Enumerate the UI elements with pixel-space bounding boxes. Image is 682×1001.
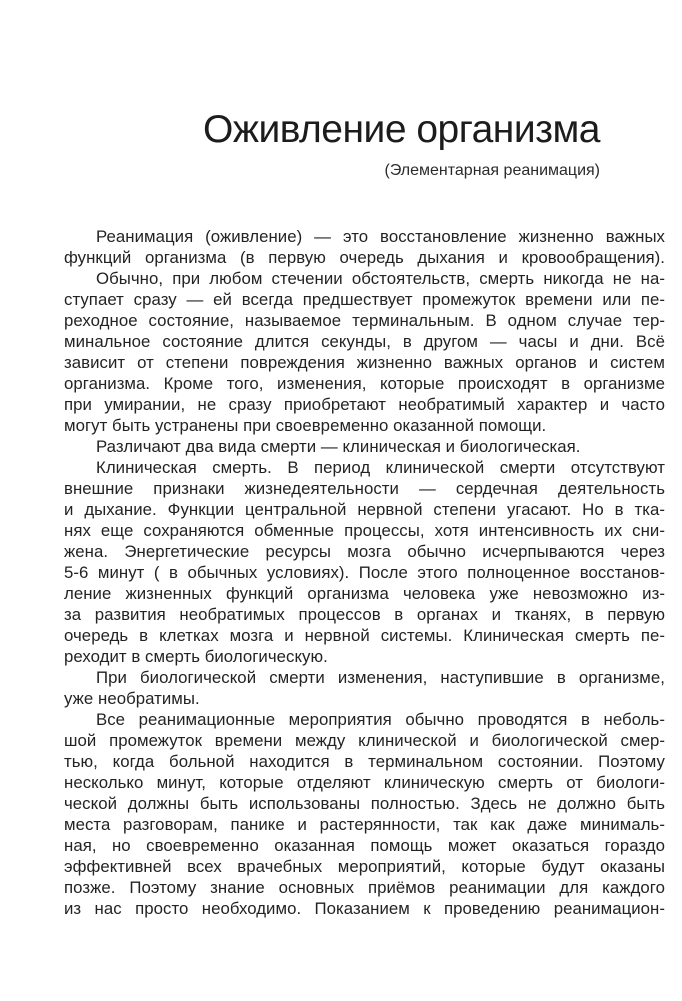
text-line: жена. Энергетические ресурсы мозга обычно исчерпываются через bbox=[64, 542, 665, 561]
chapter-title: Оживление организма bbox=[203, 108, 600, 151]
text-line: Различают два вида смерти — клиническая и биологическая. bbox=[96, 437, 581, 456]
text-line: тью, когда больной находится в терминальном состоянии. Поэтому bbox=[64, 752, 665, 771]
text-line: организма. Кроме того, изменения, которые происходят в организме bbox=[64, 374, 665, 393]
text-line: минальное состояние длится секунды, в другом — часы и дни. Всё bbox=[64, 332, 665, 351]
paragraph bbox=[64, 436, 665, 457]
paragraph bbox=[64, 667, 665, 709]
text-line: реходное состояние, называемое терминальным. В одном случае тер- bbox=[64, 311, 665, 330]
text-line: из нас просто необходимо. Показанием к проведению реанимацион- bbox=[64, 899, 665, 918]
text-line: нях еще сохраняются обменные процессы, хотя интенсивность их сни- bbox=[64, 521, 665, 540]
text-line: шой промежуток времени между клинической и биологической смер- bbox=[64, 731, 665, 750]
text-line: зависит от степени повреждения жизненно важных органов и систем bbox=[64, 353, 665, 372]
text-line: ческой должны быть использованы полностью. Здесь не должно быть bbox=[64, 794, 665, 813]
paragraph bbox=[64, 457, 665, 667]
text-line: реходит в смерть биологическую. bbox=[64, 647, 328, 666]
paragraph bbox=[64, 709, 665, 919]
title-block bbox=[64, 108, 600, 180]
text-line: несколько минут, которые отделяют клиническую смерть от биологи- bbox=[64, 773, 665, 792]
text-line: при умирании, не сразу приобретают необратимый характер и часто bbox=[64, 395, 665, 414]
text-line: за развития необратимых процессов в органах и тканях, в первую bbox=[64, 605, 665, 624]
paragraph bbox=[64, 226, 665, 268]
text-line: очередь в клетках мозга и нервной системы. Клиническая смерть пе- bbox=[64, 626, 665, 645]
text-line: функций организма (в первую очередь дыхания и кровообращения). bbox=[64, 248, 665, 267]
text-line: Реанимация (оживление) — это восстановление жизненно важных bbox=[96, 227, 665, 246]
text-line: эффективней всех врачебных мероприятий, которые будут оказаны bbox=[64, 857, 665, 876]
text-line: внешние признаки жизнедеятельности — сердечная деятельность bbox=[64, 479, 665, 498]
text-line: Клиническая смерть. В период клинической смерти отсутствуют bbox=[96, 458, 665, 477]
text-line: места разговорам, панике и растерянности, так как даже минималь- bbox=[64, 815, 665, 834]
chapter-subtitle: (Элементарная реанимация) bbox=[384, 161, 600, 179]
text-line: ная, но своевременно оказанная помощь может оказаться гораздо bbox=[64, 836, 665, 855]
text-line: могут быть устранены при своевременно оказанной помощи. bbox=[64, 416, 547, 435]
text-line: и дыхание. Функции центральной нервной степени угасают. Но в тка- bbox=[64, 500, 665, 519]
text-line: 5-6 минут ( в обычных условиях). После этого полноценное восстанов- bbox=[64, 563, 665, 582]
text-line: При биологической смерти изменения, наступившие в организме, bbox=[96, 668, 665, 687]
text-line: Все реанимационные мероприятия обычно проводятся в неболь- bbox=[96, 710, 665, 729]
text-line: Обычно, при любом стечении обстоятельств, смерть никогда не на- bbox=[96, 269, 665, 288]
text-line: ление жизненных функций организма человека уже невозможно из- bbox=[64, 584, 665, 603]
paragraph bbox=[64, 268, 665, 436]
text-line: ступает сразу — ей всегда предшествует промежуток времени или пе- bbox=[64, 290, 665, 309]
body-text bbox=[64, 226, 665, 919]
text-line: позже. Поэтому знание основных приёмов реанимации для каждого bbox=[64, 878, 665, 897]
text-line: уже необратимы. bbox=[64, 689, 200, 708]
